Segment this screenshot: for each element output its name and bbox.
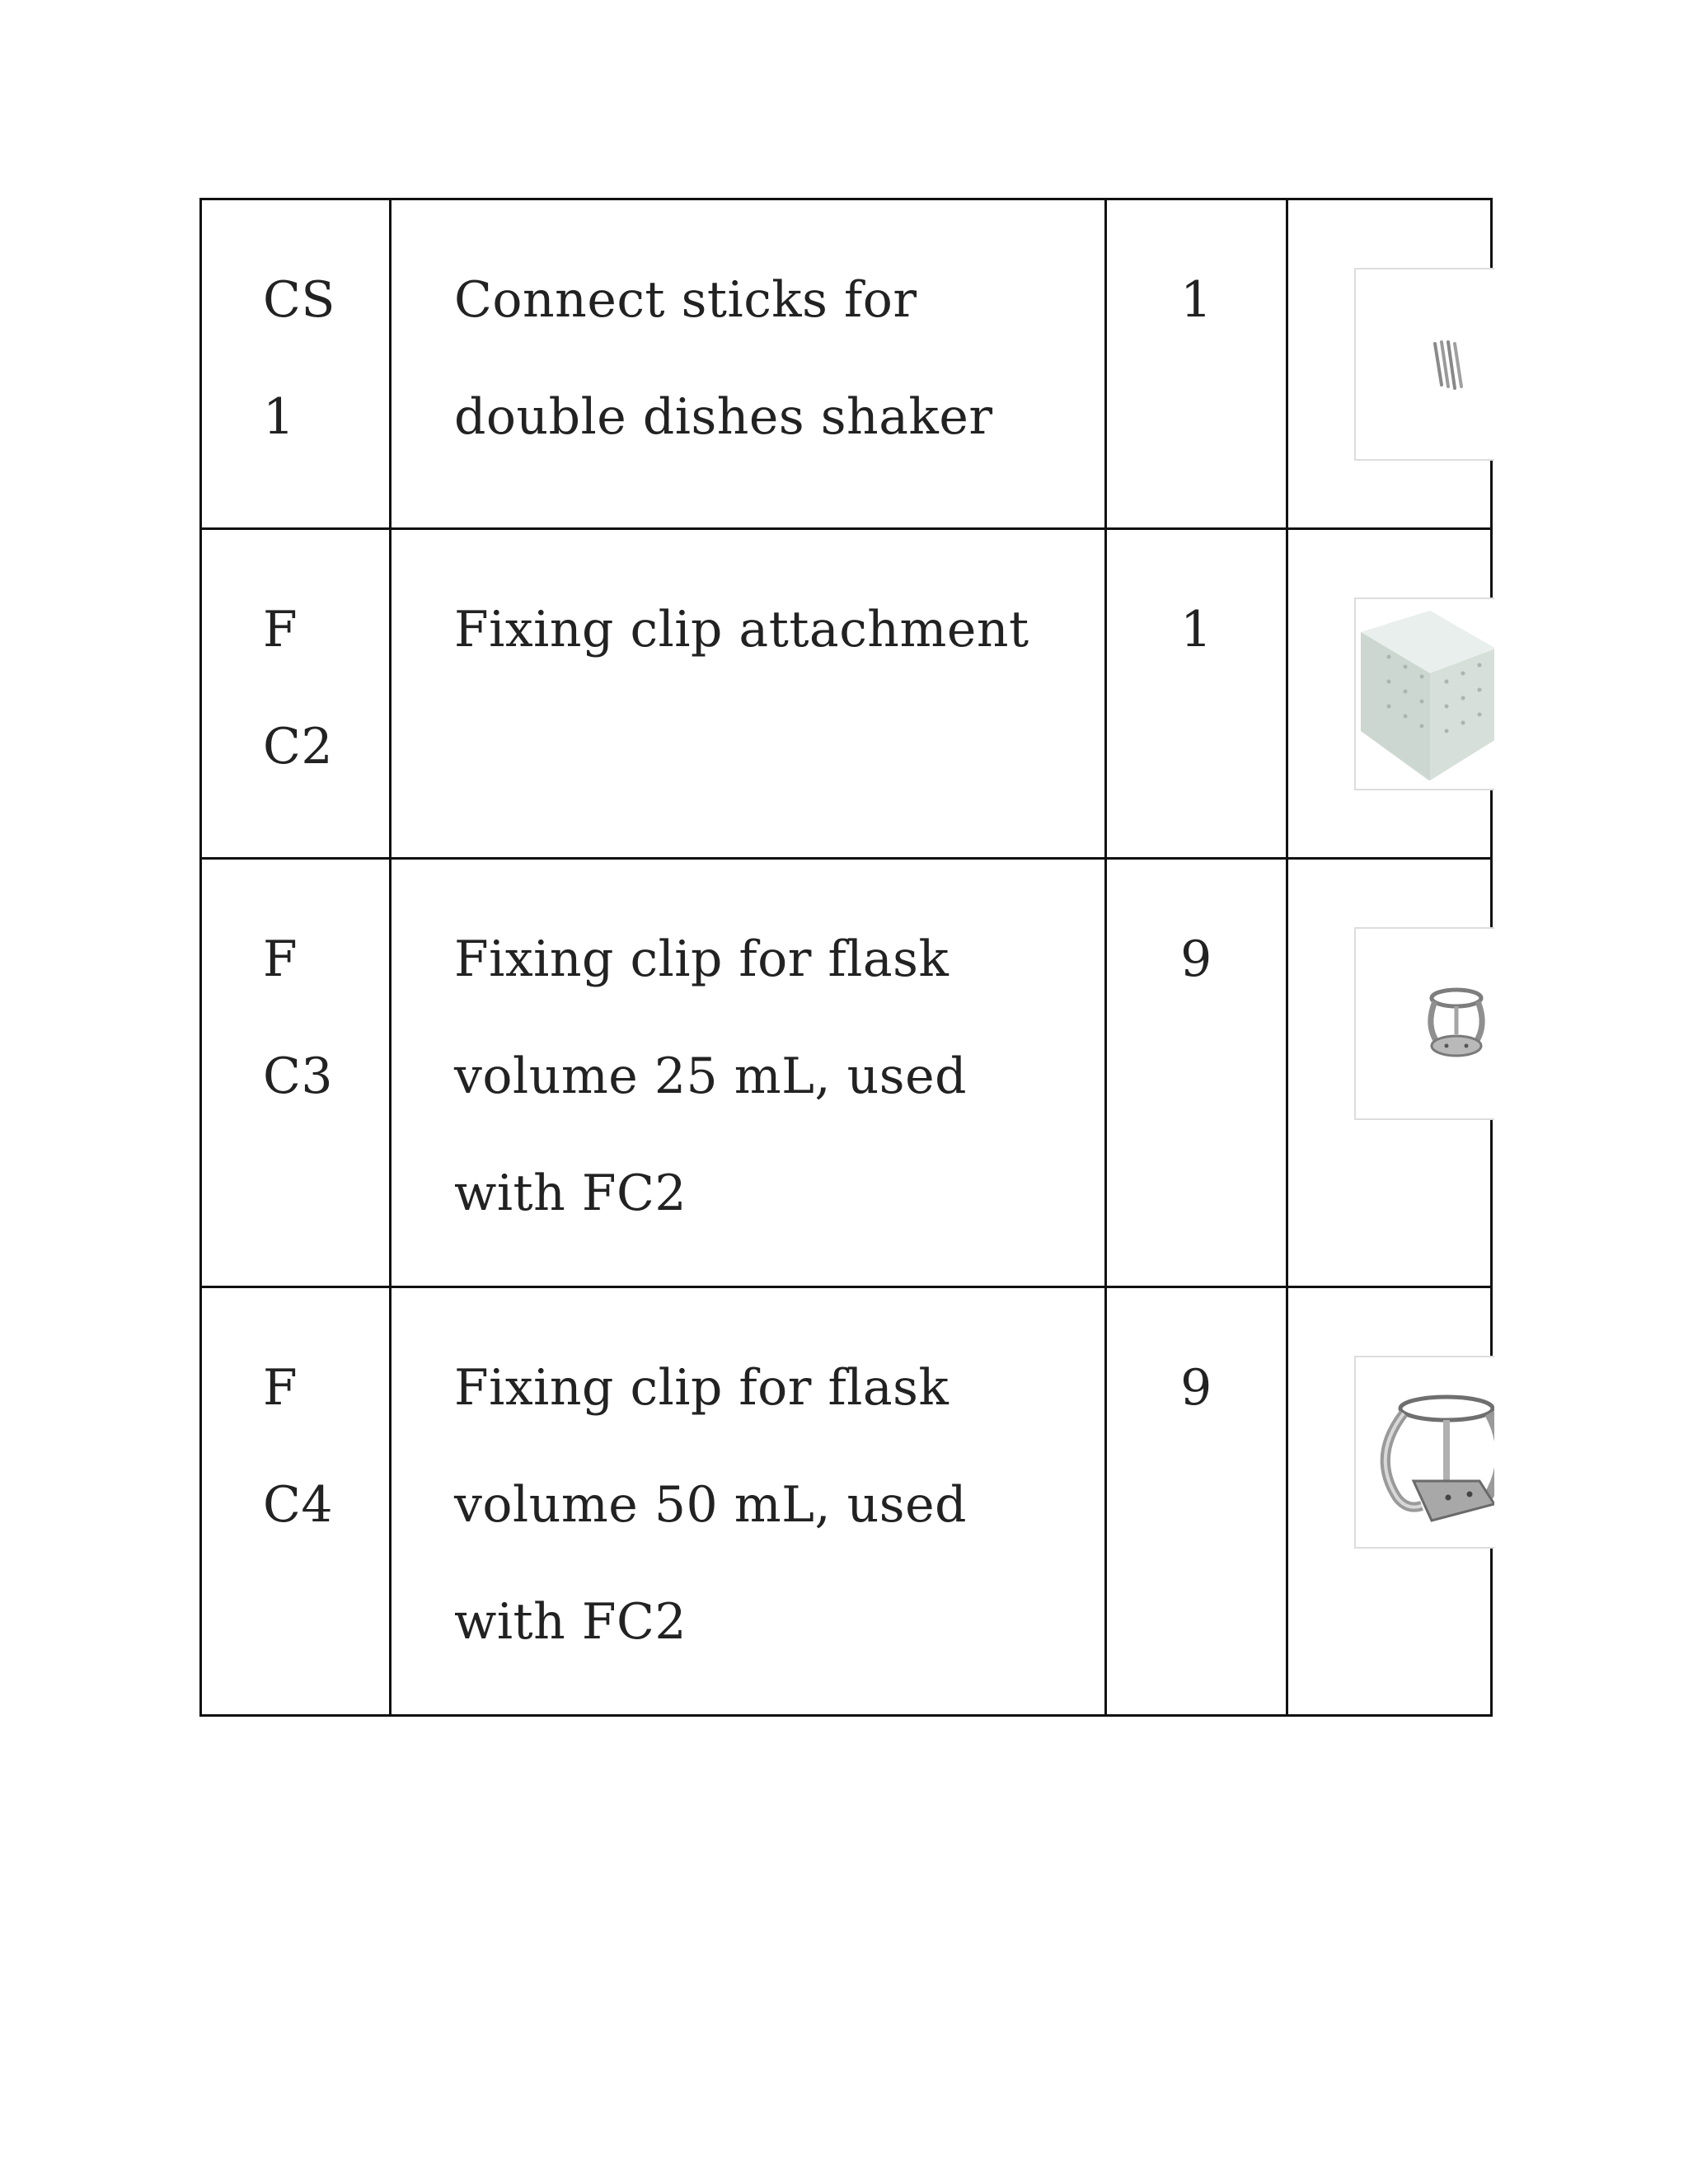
part-code-cell — [201, 199, 391, 529]
part-code-line: F — [263, 1359, 298, 1417]
image-cell — [1287, 199, 1492, 529]
table-row — [201, 529, 1492, 859]
table-row — [201, 199, 1492, 529]
parts-table — [199, 198, 1493, 1717]
description-cell — [391, 1287, 1106, 1716]
small-flask-clamp-icon — [1356, 929, 1494, 1118]
description-line: with FC2 — [454, 1165, 687, 1222]
table-row — [201, 859, 1492, 1287]
part-code-line: F — [263, 601, 298, 658]
description-cell — [391, 199, 1106, 529]
table-row — [201, 1287, 1492, 1716]
part-code-line: C3 — [263, 1047, 334, 1105]
description-line: Fixing clip for flask — [454, 1359, 950, 1417]
description-cell — [391, 529, 1106, 859]
product-image — [1354, 927, 1494, 1120]
part-code-cell — [201, 859, 391, 1287]
part-code-line: F — [263, 930, 298, 988]
product-image — [1354, 598, 1494, 790]
description-line: Connect sticks for — [454, 271, 917, 329]
part-code-line: C2 — [263, 718, 334, 776]
large-flask-clamp-icon — [1356, 1357, 1494, 1547]
image-cell — [1287, 1287, 1492, 1716]
part-code-line: 1 — [263, 388, 295, 446]
part-code-cell — [201, 529, 391, 859]
quantity-value: 1 — [1180, 601, 1212, 658]
quantity-cell — [1106, 859, 1287, 1287]
description-line: volume 25 mL, used — [454, 1047, 967, 1105]
connect-sticks-icon — [1356, 269, 1494, 459]
part-code-line: C4 — [263, 1476, 334, 1534]
description-cell — [391, 859, 1106, 1287]
description-line: Fixing clip attachment — [454, 601, 1029, 658]
description-line: double dishes shaker — [454, 388, 993, 446]
description-line: volume 50 mL, used — [454, 1476, 967, 1534]
perforated-platform-icon — [1356, 599, 1494, 789]
image-cell — [1287, 859, 1492, 1287]
quantity-cell — [1106, 199, 1287, 529]
quantity-value: 9 — [1180, 1359, 1212, 1417]
quantity-cell — [1106, 529, 1287, 859]
image-cell — [1287, 529, 1492, 859]
description-line: with FC2 — [454, 1593, 687, 1651]
quantity-value: 9 — [1180, 930, 1212, 988]
description-line: Fixing clip for flask — [454, 930, 950, 988]
product-image — [1354, 1356, 1494, 1549]
quantity-cell — [1106, 1287, 1287, 1716]
part-code-cell — [201, 1287, 391, 1716]
product-image — [1354, 268, 1494, 461]
quantity-value: 1 — [1180, 271, 1212, 329]
part-code-line: CS — [263, 271, 336, 329]
